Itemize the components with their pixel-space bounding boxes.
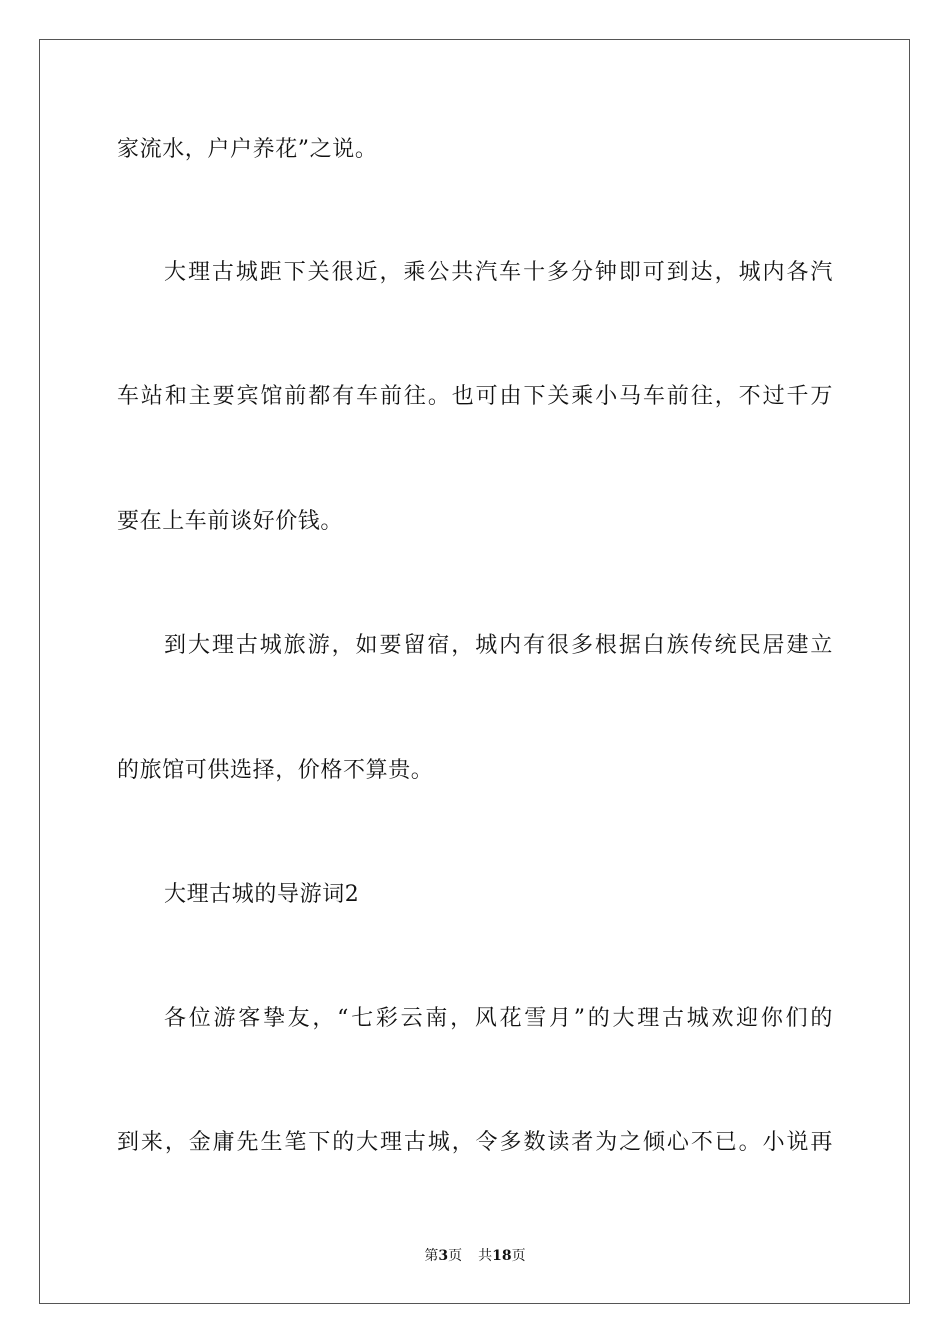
footer-total-pages: 18 [492, 1248, 512, 1264]
footer-page-prefix: 第 [424, 1248, 439, 1264]
text-line-8: 各位游客挚友，“七彩云南，风花雪月”的大理古城欢迎你们的 [164, 1006, 833, 1031]
page-border [39, 39, 910, 1304]
text-line-5: 到大理古城旅游，如要留宿，城内有很多根据白族传统民居建立 [164, 633, 833, 658]
text-line-1: 家流水，户户养花”之说。 [117, 137, 378, 162]
text-line-6: 的旅馆可供选择，价格不算贵。 [117, 758, 434, 783]
footer-total-suffix: 页 [511, 1248, 526, 1264]
footer-page-number: 3 [438, 1248, 449, 1264]
footer-total-prefix: 共 [478, 1248, 493, 1264]
text-line-2: 大理古城距下关很近，乘公共汽车十多分钟即可到达，城内各汽 [164, 260, 833, 285]
text-line-9: 到来，金庸先生笔下的大理古城，令多数读者为之倾心不已。小说再 [117, 1130, 833, 1155]
text-line-4: 要在上车前谈好价钱。 [117, 509, 344, 534]
section-heading: 大理古城的导游词2 [164, 882, 360, 907]
text-line-3: 车站和主要宾馆前都有车前往。也可由下关乘小马车前往，不过千万 [117, 384, 833, 409]
footer-page-suffix: 页 [448, 1248, 463, 1264]
page-footer [0, 1247, 950, 1265]
